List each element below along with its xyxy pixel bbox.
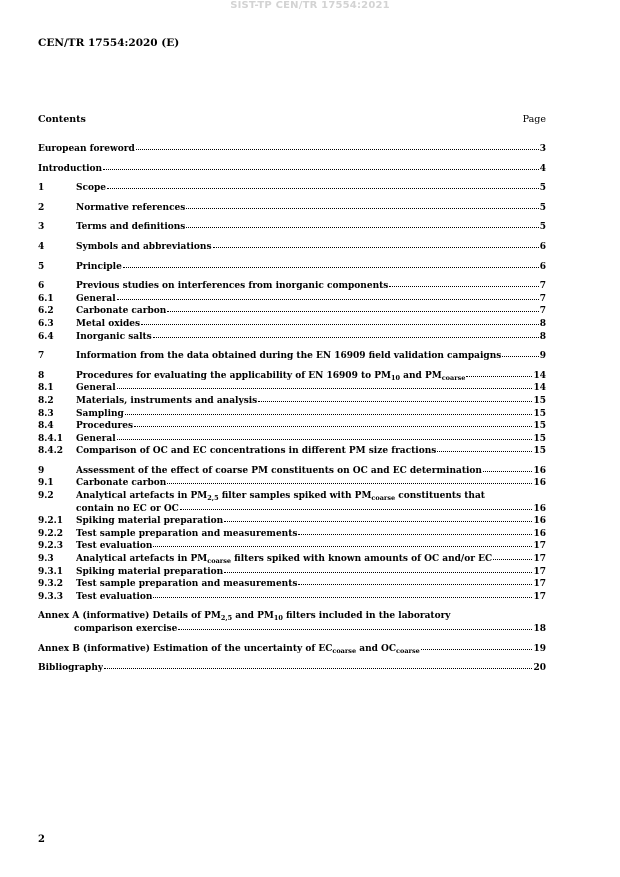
toc-entry-number: 6 [38, 281, 45, 292]
toc-entry-page: 7 [539, 281, 546, 292]
title-text: Annex A (informative) Details of PM [38, 611, 221, 622]
toc-entry-page: 16 [533, 478, 546, 489]
dot-leader [437, 450, 532, 452]
toc-entry-number: 6.2 [38, 306, 54, 317]
subscript: coarse [332, 646, 357, 655]
toc-entry-title: Carbonate carbon [76, 478, 167, 489]
dot-leader [483, 470, 533, 472]
toc-entry-6-3[interactable] [38, 318, 546, 331]
toc-entry-7[interactable] [38, 350, 546, 363]
toc-entry-number: 5 [38, 261, 45, 272]
toc-entry-number: 7 [38, 351, 45, 362]
toc-entry-number: 9.2.1 [38, 516, 64, 527]
toc-entry-title: Spiking material preparation [76, 566, 224, 577]
dot-leader [117, 387, 533, 389]
toc-entry-title: Spiking material preparation [76, 516, 224, 527]
toc-entry-page: 20 [533, 663, 546, 674]
page-number: 2 [38, 834, 45, 845]
title-text: and PM [400, 370, 442, 381]
contents-title: Contents [38, 114, 86, 125]
toc-entry-number: 9.3.3 [38, 591, 64, 602]
table-of-contents [38, 143, 546, 675]
toc-entry-9-1[interactable] [38, 477, 546, 490]
toc-entry-page: 14 [533, 383, 546, 394]
dot-leader [125, 413, 533, 415]
toc-entry-page: 15 [533, 421, 546, 432]
toc-entry-page: 7 [539, 293, 546, 304]
subscript: 2,5 [220, 614, 233, 623]
toc-entry-title: General [76, 293, 116, 304]
dot-leader [213, 246, 539, 248]
toc-entry-number: 9.3.2 [38, 579, 64, 590]
toc-entry-annex-a-continuation[interactable] [38, 623, 546, 636]
toc-entry-8-2[interactable] [38, 395, 546, 408]
dot-leader [167, 482, 532, 484]
toc-entry-page: 3 [539, 144, 546, 154]
toc-entry-page: 16 [533, 528, 546, 539]
toc-entry-6-2[interactable] [38, 305, 546, 318]
toc-entry-title: Introduction [38, 163, 103, 174]
toc-entry-number: 9 [38, 465, 45, 476]
toc-entry-title: Normative references [76, 202, 186, 213]
toc-entry-title [38, 610, 451, 623]
toc-entry-1[interactable] [38, 182, 546, 195]
dot-leader [180, 508, 533, 510]
toc-entry-title: Assessment of the effect of coarse PM constituents on OC and EC determination [76, 465, 482, 476]
toc-entry-9[interactable] [38, 465, 546, 478]
toc-entry-title: Test sample preparation and measurements [76, 528, 298, 539]
toc-entry-9-2-3[interactable] [38, 540, 546, 553]
toc-entry-page: 17 [533, 554, 546, 565]
toc-entry-number: 1 [38, 183, 45, 194]
toc-entry-4[interactable] [38, 241, 546, 254]
dot-leader [141, 323, 539, 325]
toc-entry-introduction[interactable] [38, 163, 546, 176]
subscript: 10 [391, 373, 401, 382]
dot-leader [167, 310, 538, 312]
toc-entry-5[interactable] [38, 261, 546, 274]
toc-entry-8-3[interactable] [38, 408, 546, 421]
toc-entry-page: 17 [533, 591, 546, 602]
toc-entry-number: 8 [38, 370, 45, 381]
toc-entry-2[interactable] [38, 202, 546, 215]
title-text: filters spiked with known amounts of OC and/or EC [231, 554, 493, 565]
dot-leader [117, 438, 533, 440]
toc-entry-8-1[interactable] [38, 382, 546, 395]
toc-entry-title: Bibliography [38, 663, 104, 674]
toc-entry-page: 15 [533, 395, 546, 406]
page-column-label: Page [522, 114, 546, 125]
dot-leader [224, 520, 532, 522]
toc-entry-title: Test sample preparation and measurements [76, 579, 298, 590]
toc-entry-page: 18 [533, 624, 546, 634]
toc-entry-page: 16 [533, 516, 546, 527]
toc-entry-9-2[interactable] [38, 490, 546, 503]
toc-entry-title: Comparison of OC and EC concentrations in different PM size fractions [76, 446, 437, 457]
toc-entry-number: 6.4 [38, 331, 54, 342]
contents-header [38, 114, 546, 125]
toc-entry-page: 16 [533, 465, 546, 476]
toc-entry-european-foreword[interactable] [38, 143, 546, 156]
toc-entry-number: 8.2 [38, 395, 54, 406]
toc-entry-number: 8.4.2 [38, 446, 64, 457]
toc-entry-title: Sampling [76, 408, 124, 419]
toc-entry-page: 6 [539, 241, 546, 252]
dot-leader [134, 425, 532, 427]
subscript: coarse [371, 494, 396, 503]
toc-entry-page: 7 [539, 306, 546, 317]
title-text: and PM [232, 611, 274, 622]
title-text: filters included in the laboratory [282, 611, 451, 622]
title-text: Analytical artefacts in PM [76, 554, 208, 565]
dot-leader [117, 298, 539, 300]
toc-entry-page: 15 [533, 408, 546, 419]
toc-entry-page: 16 [533, 503, 546, 514]
toc-entry-8-4-1[interactable] [38, 433, 546, 446]
toc-entry-page: 5 [539, 183, 546, 194]
toc-entry-9-3-3[interactable] [38, 591, 546, 604]
toc-entry-title [76, 370, 465, 383]
toc-entry-6[interactable] [38, 280, 546, 293]
toc-entry-page: 19 [533, 643, 546, 654]
title-text: filter samples spiked with PM [218, 491, 372, 502]
toc-entry-number: 9.2.3 [38, 541, 64, 552]
dot-leader [224, 571, 532, 573]
toc-entry-number: 9.3 [38, 554, 54, 565]
toc-entry-3[interactable] [38, 221, 546, 234]
toc-entry-title: Test evaluation [76, 541, 153, 552]
toc-entry-page: 8 [539, 331, 546, 342]
toc-entry-number: 9.3.1 [38, 566, 64, 577]
toc-entry-title: Information from the data obtained during the EN 16909 field validation campaigns [76, 351, 502, 362]
toc-entry-number: 6.3 [38, 318, 54, 329]
toc-entry-title: Terms and definitions [76, 222, 186, 233]
toc-entry-title: European foreword [38, 144, 135, 154]
title-text: constituents that [395, 491, 485, 502]
toc-entry-title: Inorganic salts [76, 331, 152, 342]
subscript: coarse [441, 373, 466, 382]
toc-entry-title-continuation: comparison exercise [74, 624, 178, 634]
dot-leader [104, 667, 532, 669]
toc-entry-title: Symbols and abbreviations [76, 241, 212, 252]
toc-entry-9-3-2[interactable] [38, 578, 546, 591]
toc-entry-number: 2 [38, 202, 45, 213]
toc-entry-number: 9.1 [38, 478, 54, 489]
subscript: 2,5 [207, 494, 219, 503]
dot-leader [502, 355, 538, 357]
toc-entry-title [76, 490, 485, 503]
dot-leader [153, 596, 532, 598]
toc-entry-9-3-1[interactable] [38, 566, 546, 579]
dot-leader [298, 533, 532, 535]
dot-leader [186, 207, 538, 209]
dot-leader [153, 545, 532, 547]
toc-entry-page: 15 [533, 446, 546, 457]
toc-entry-page: 5 [539, 202, 546, 213]
toc-entry-number: 9.2 [38, 491, 54, 502]
toc-entry-page: 15 [533, 433, 546, 444]
subscript: coarse [207, 557, 232, 566]
toc-entry-title: Scope [76, 183, 107, 194]
dot-leader [153, 336, 539, 338]
toc-entry-page: 4 [539, 163, 546, 174]
dot-leader [107, 187, 539, 189]
toc-entry-page: 17 [533, 541, 546, 552]
dot-leader [466, 375, 532, 377]
toc-entry-page: 17 [533, 566, 546, 577]
toc-entry-number: 4 [38, 241, 45, 252]
toc-entry-number: 8.3 [38, 408, 54, 419]
toc-entry-annex-a[interactable] [38, 610, 546, 623]
toc-entry-number: 8.4 [38, 421, 54, 432]
title-text: Analytical artefacts in PM [76, 491, 208, 502]
toc-entry-number: 3 [38, 222, 45, 233]
toc-entry-page: 8 [539, 318, 546, 329]
toc-entry-page: 14 [533, 370, 546, 381]
dot-leader [258, 400, 532, 402]
toc-entry-8-4[interactable] [38, 420, 546, 433]
title-text: and OC [356, 643, 397, 654]
toc-entry-page: 9 [539, 351, 546, 362]
toc-entry-9-3[interactable] [38, 553, 546, 566]
title-text: Procedures for evaluating the applicability of EN 16909 to PM [76, 370, 391, 381]
toc-entry-8[interactable] [38, 370, 546, 383]
watermark: SIST-TP CEN/TR 17554:2021 [230, 0, 390, 11]
dot-leader [298, 583, 532, 585]
toc-entry-number: 9.2.2 [38, 528, 64, 539]
dot-leader [186, 226, 538, 228]
toc-entry-title: General [76, 433, 116, 444]
toc-entry-title-continuation: contain no EC or OC [76, 503, 179, 514]
dot-leader [136, 148, 539, 150]
toc-entry-title [76, 553, 492, 566]
toc-entry-title: Materials, instruments and analysis [76, 395, 258, 406]
toc-entry-number: 8.1 [38, 383, 54, 394]
dot-leader [178, 628, 532, 630]
title-text: Annex B (informative) Estimation of the uncertainty of EC [38, 643, 333, 654]
toc-entry-6-1[interactable] [38, 293, 546, 306]
toc-entry-title: General [76, 383, 116, 394]
toc-entry-title: Procedures [76, 421, 134, 432]
document-identifier: CEN/TR 17554:2020 (E) [38, 37, 180, 49]
toc-entry-title: Previous studies on interferences from inorganic components [76, 281, 389, 292]
toc-entry-title [38, 643, 420, 656]
toc-entry-page: 5 [539, 222, 546, 233]
toc-entry-title: Carbonate carbon [76, 306, 167, 317]
toc-entry-bibliography[interactable] [38, 662, 546, 675]
dot-leader [123, 266, 539, 268]
toc-entry-annex-b[interactable] [38, 643, 546, 656]
dot-leader [103, 168, 539, 170]
toc-entry-title: Metal oxides [76, 318, 141, 329]
toc-entry-title: Test evaluation [76, 591, 153, 602]
toc-entry-9-2-continuation[interactable] [38, 503, 546, 516]
subscript: coarse [396, 646, 420, 655]
subscript: 10 [273, 614, 283, 623]
toc-entry-page: 17 [533, 579, 546, 590]
toc-entry-page: 6 [539, 261, 546, 272]
dot-leader [421, 648, 533, 650]
toc-entry-8-4-2[interactable] [38, 445, 546, 458]
toc-entry-number: 8.4.1 [38, 433, 64, 444]
dot-leader [389, 285, 538, 287]
dot-leader [493, 558, 532, 560]
toc-entry-number: 6.1 [38, 293, 54, 304]
toc-entry-6-4[interactable] [38, 331, 546, 344]
toc-entry-9-2-2[interactable] [38, 528, 546, 541]
toc-entry-9-2-1[interactable] [38, 515, 546, 528]
toc-entry-title: Principle [76, 261, 122, 272]
